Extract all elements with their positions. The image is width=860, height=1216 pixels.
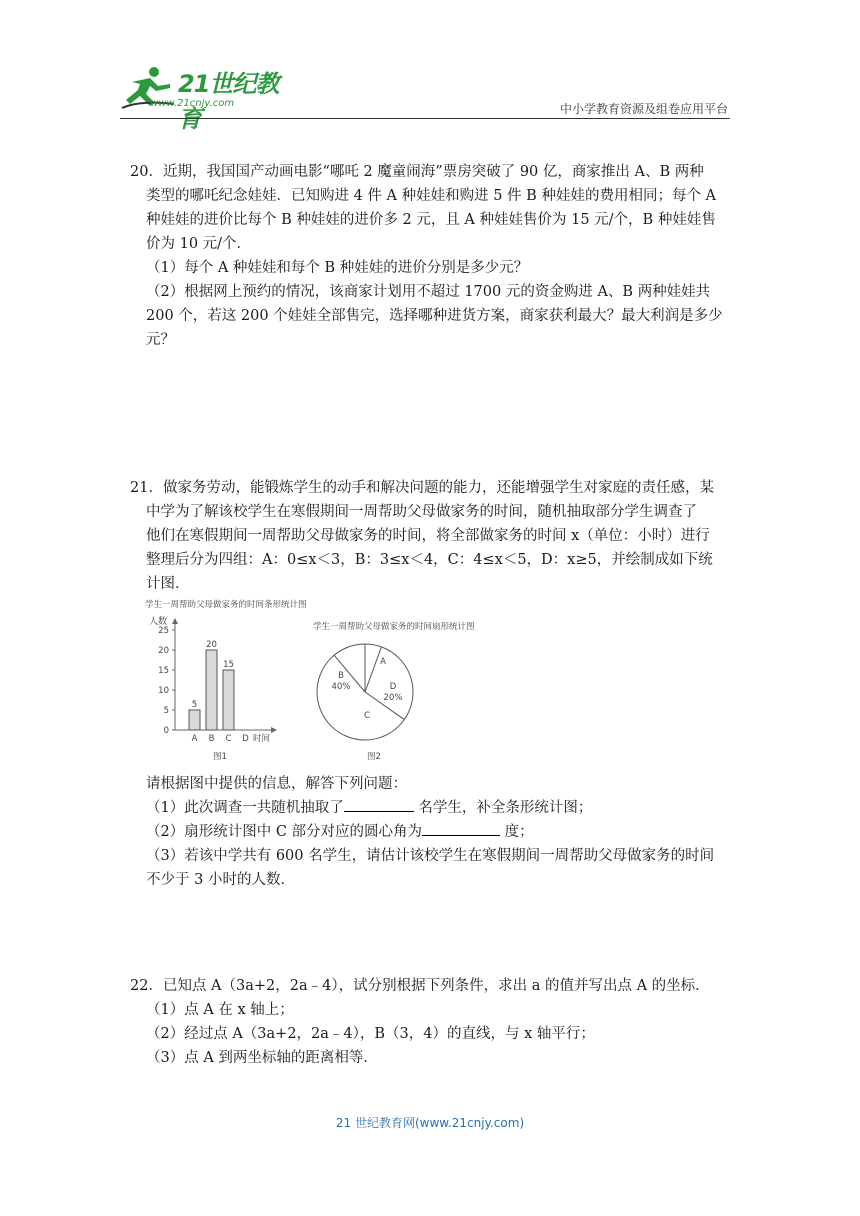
q21-sub2-text-end: 度；: [500, 824, 534, 840]
q20-line: 种娃娃的进价比每个 B 种娃娃的进价多 2 元，且 A 种娃娃售价为 15 元/个，B 种娃娃售: [146, 212, 716, 228]
pie-slice-label: C: [364, 711, 370, 721]
bar-chart: [145, 612, 285, 762]
q21-line: 他们在寒假期间一周帮助父母做家务的时间，将全部做家务的时间 x（单位：小时）进行: [146, 528, 710, 544]
platform-name: 中小学教育资源及组卷应用平台: [559, 102, 728, 116]
q21-sub1: [130, 796, 730, 820]
y-axis-label: 人数: [149, 617, 168, 627]
q21-sub1-text-end: 名学生，补全条形统计图；: [413, 800, 593, 816]
y-tick-label: 10: [158, 686, 169, 696]
q20-sub2-cont: 元？: [146, 332, 175, 348]
y-tick-label: 5: [163, 706, 169, 716]
q21-sub3-cont: 不少于 3 小时的人数．: [146, 872, 295, 888]
q20-sub2: （2）根据网上预约的情况，该商家计划用不超过 1700 元的资金购进 A、B 两种娃娃共: [146, 284, 711, 300]
q20-sub2-cont: 200 个，若这 200 个娃娃全部售完，选择哪种进货方案，商家获利最大？最大利润是多少: [146, 308, 723, 324]
page-footer: 21 世纪教育网(www.21cnjy.com): [335, 1116, 525, 1130]
x-tick-label: C: [225, 734, 232, 744]
q22-sub3: （3）点 A 到两坐标轴的距离相等．: [146, 1050, 378, 1066]
answer-blank-1[interactable]: [344, 797, 414, 812]
x-tick-label: A: [191, 734, 198, 744]
pie-slice-label: B: [338, 671, 344, 681]
question-21-subquestions: [130, 772, 730, 892]
x-tick-label: D: [242, 734, 249, 744]
x-axis-arrow: [271, 727, 277, 733]
q21-sub2-text: （2）扇形统计图中 C 部分对应的圆心角为: [146, 824, 423, 840]
q21-sub1-text: （1）此次调查一共随机抽取了: [146, 800, 344, 816]
pie-slice-value: 40%: [331, 682, 351, 692]
pie-slice-label: D: [389, 682, 397, 692]
bar-value-label: 5: [191, 700, 198, 710]
q20-line: 20．近期，我国国产动画电影“哪吒 2 魔童闹海”票房突破了 90 亿，商家推出 A、B 两种: [130, 164, 704, 180]
figure-1-caption: 图1: [213, 752, 227, 762]
y-tick-label: 25: [158, 626, 169, 636]
answer-blank-2[interactable]: [422, 821, 500, 836]
y-tick-label: 20: [158, 646, 169, 656]
bar: [189, 710, 200, 730]
bar-chart-title: 学生一周帮助父母做家务的时间条形统计图: [145, 600, 307, 610]
page-header: [0, 0, 860, 133]
y-tick-label: 0: [163, 726, 169, 736]
q22-sub2: （2）经过点 A（3a+2，2a﹣4），B（3，4）的直线，与 x 轴平行；: [146, 1026, 595, 1042]
q20-sub1: （1）每个 A 种娃娃和每个 B 种娃娃的进价分别是多少元？: [146, 260, 529, 276]
y-axis-arrow: [172, 618, 178, 624]
charts-area: [145, 592, 585, 764]
figure-2-caption: 图2: [367, 752, 381, 762]
q21-sub3: （3）若该中学共有 600 名学生，请估计该校学生在寒假期间一周帮助父母做家务的时间: [146, 848, 715, 864]
q21-line: 中学为了解该校学生在寒假期间一周帮助父母做家务的时间，随机抽取部分学生调查了: [146, 504, 697, 520]
q22-sub1: （1）点 A 在 x 轴上；: [146, 1002, 294, 1018]
pie-chart-title: 学生一周帮助父母做家务的时间扇形统计图: [313, 622, 475, 632]
bar: [223, 670, 234, 730]
q21-line: 计图．: [146, 576, 190, 592]
q20-line: 价为 10 元/个．: [146, 236, 252, 252]
q22-line: 22．已知点 A（3a+2，2a﹣4），试分别根据下列条件，求出 a 的值并写出点 A 的坐标．: [130, 978, 710, 994]
pie-chart: [315, 632, 455, 752]
x-axis-label: 时间: [253, 734, 271, 744]
pie-slice-label: A: [380, 657, 386, 667]
y-tick-label: 15: [158, 666, 169, 676]
bar-value-label: 15: [223, 660, 234, 670]
q21-line: 整理后分为四组：A：0≤x＜3，B：3≤x＜4，C：4≤x＜5，D：x≥5，并绘制成如下统: [146, 552, 713, 568]
logo-text: 21世纪教育: [178, 70, 279, 133]
q21-intro: 请根据图中提供的信息，解答下列问题：: [146, 776, 407, 792]
q20-line: 类型的哪吒纪念娃娃．已知购进 4 件 A 种娃娃和购进 5 件 B 种娃娃的费用相同；每个 A: [146, 188, 717, 204]
bar: [206, 650, 217, 730]
question-21: [130, 476, 730, 596]
logo-url: www.21cnjy.com: [150, 98, 235, 109]
logo: [120, 64, 300, 133]
bar-value-label: 20: [206, 640, 217, 650]
q21-sub2: [130, 820, 730, 844]
question-22: [130, 974, 730, 1070]
q21-line: 21．做家务劳动，能锻炼学生的动手和解决问题的能力，还能增强学生对家庭的责任感，某: [130, 480, 714, 496]
question-20: [130, 160, 730, 352]
pie-slice-value: 20%: [383, 693, 403, 703]
x-tick-label: B: [208, 734, 215, 744]
header-divider: [120, 118, 730, 119]
